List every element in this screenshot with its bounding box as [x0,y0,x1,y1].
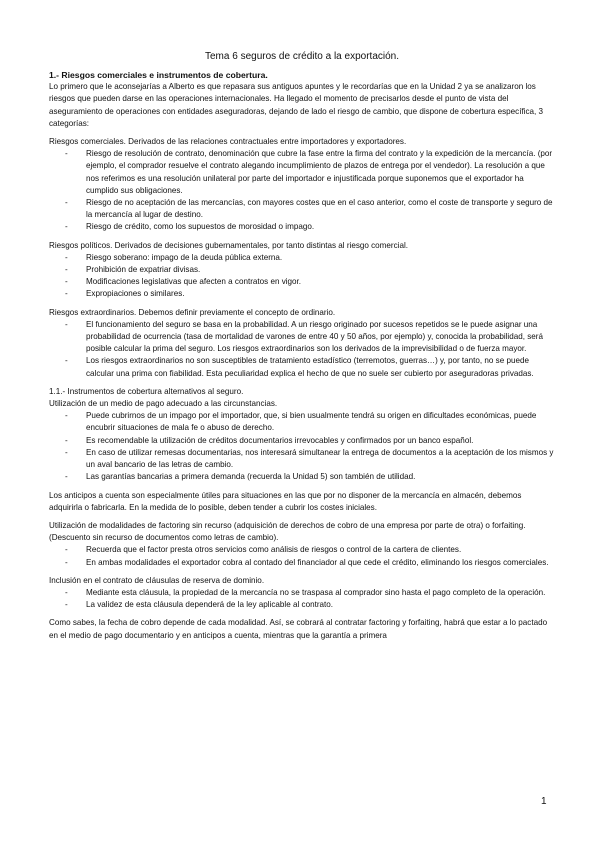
factoring-list [49,544,555,568]
list-item: - Riesgo de crédito, como los supuestos de morosidad o impago. [86,221,555,233]
closing-paragraph: Como sabes, la fecha de cobro depende de cada modalidad. Así, se cobrará al contratar factoring y forfaiting, habrá que estar a lo pactado en el medio de pago documentario y en anticipos a cuenta, mientras que la garantía a primera [49,618,548,640]
riesgos-politicos-lead: Riesgos políticos. Derivados de decisiones gubernamentales, por tanto distintas al riesgo comercial. [49,240,409,250]
riesgos-extraordinarios-list [49,319,555,380]
intro-paragraph: Lo primero que le aconsejarías a Alberto es que repasara sus antiguos apuntes y le recordarías que en la Unidad 2 ya se analizaron los riesgos que pueden darse en las operaciones internacionales. Ha llegado el momento de precisarlos desde el punto de vista del aseguramiento de operaciones con entidades aseguradoras, dejando de lado el riesgo de cambio, que dispone de cobertura específica, 3 categorías: [49,82,544,128]
document-title: Tema 6 seguros de crédito a la exportación. [205,51,399,62]
medio-pago-lead: Utilización de un medio de pago adecuado a las circunstancias. [49,399,278,409]
list-item: - Recuerda que el factor presta otros servicios como análisis de riesgos o control de la cartera de clientes. [86,544,555,556]
list-item: - Riesgo soberano: impago de la deuda pública externa. [86,252,555,264]
list-item: - La validez de esta cláusula dependerá de la ley aplicable al contrato. [86,599,555,611]
list-item: - Prohibición de expatriar divisas. [86,264,555,276]
list-item: - En ambas modalidades el exportador cobra al contado del financiador al que cede el crédito, eliminando los riesgos comerciales. [86,557,555,569]
anticipos-paragraph: Los anticipos a cuenta son especialmente útiles para situaciones en las que por no disponer de la mercancía en almacén, debemos adquirirla o fabricarla. En la medida de lo posible, deben tender a cubrir los costes iniciales. [49,490,522,512]
riesgos-comerciales-list [49,148,555,233]
list-item: - Los riesgos extraordinarios no son susceptibles de tratamiento estadístico (terremotos, guerras…) y, por tanto, no se puede calcular una prima con fiabilidad. Esta peculiaridad explica el hecho de que no suele ser cubierto por aseguradoras privadas. [86,355,555,379]
list-item: - Modificaciones legislativas que afecten a contratos en vigor. [86,276,555,288]
list-item: - Expropiaciones o similares. [86,288,555,300]
list-item: - Puede cubrirnos de un impago por el importador, que, si bien usualmente tendrá su origen en dificultades económicas, puede encubrir situaciones de mala fe o abuso de derecho. [86,410,555,434]
list-item: - Riesgo de resolución de contrato, denominación que cubre la fase entre la firma del contrato y la expedición de la mercancía. (por ejemplo, el comprador resuelve el contrato alegando incumplimiento de plazos de entrega por el vendedor). La resolución a que nos referimos es una resolución unilateral por parte del importador e injustificada porque suponemos que el exportador ha cumplido sus obligaciones. [86,148,555,197]
list-item: - El funcionamiento del seguro se basa en la probabilidad. A un riesgo originado por sucesos repetidos se le puede asignar una probabilidad de ocurrencia (tasa de mortalidad de varones de entre 40 y 50 años, por ejemplo) y, conocida la probabilidad, será posible calcular la prima del seguro. Los riesgos extraordinarios son los derivados de la imprevisibilidad o de fuerza mayor. [86,319,555,356]
riesgos-comerciales-lead: Riesgos comerciales. Derivados de las relaciones contractuales entre importadores y exportadores. [49,137,407,147]
list-item: - Es recomendable la utilización de créditos documentarios irrevocables y confirmados por un banco español. [86,435,555,447]
section-heading-1-1: 1.1.- Instrumentos de cobertura alternativos al seguro. [49,386,244,396]
list-item: - En caso de utilizar remesas documentarias, nos interesará simultanear la entrega de documentos a la aceptación de los mismos y un aval bancario de las letras de cambio. [86,447,555,471]
medio-pago-list [49,410,555,483]
reserva-dominio-lead: Inclusión en el contrato de cláusulas de reserva de dominio. [49,575,265,585]
page-number: 1 [541,796,547,807]
list-item: - Las garantías bancarias a primera demanda (recuerda la Unidad 5) son también de utilidad. [86,471,555,483]
document-page [49,50,555,642]
list-item: - Mediante esta cláusula, la propiedad de la mercancía no se traspasa al comprador sino hasta el pago completo de la operación. [86,587,555,599]
section-heading-1: 1.- Riesgos comerciales e instrumentos de cobertura. [49,70,268,80]
riesgos-extraordinarios-lead: Riesgos extraordinarios. Debemos definir previamente el concepto de ordinario. [49,307,336,317]
riesgos-politicos-list [49,252,555,301]
reserva-dominio-list [49,587,555,611]
list-item: - Riesgo de no aceptación de las mercancías, con mayores costes que en el caso anterior, como el coste de transporte y seguro de la mercancía al lugar de destino. [86,197,555,221]
factoring-lead: Utilización de modalidades de factoring sin recurso (adquisición de derechos de cobro de una empresa por parte de otra) o forfaiting.(Descuento sin recurso de documentos como letras de cambio). [49,520,526,543]
